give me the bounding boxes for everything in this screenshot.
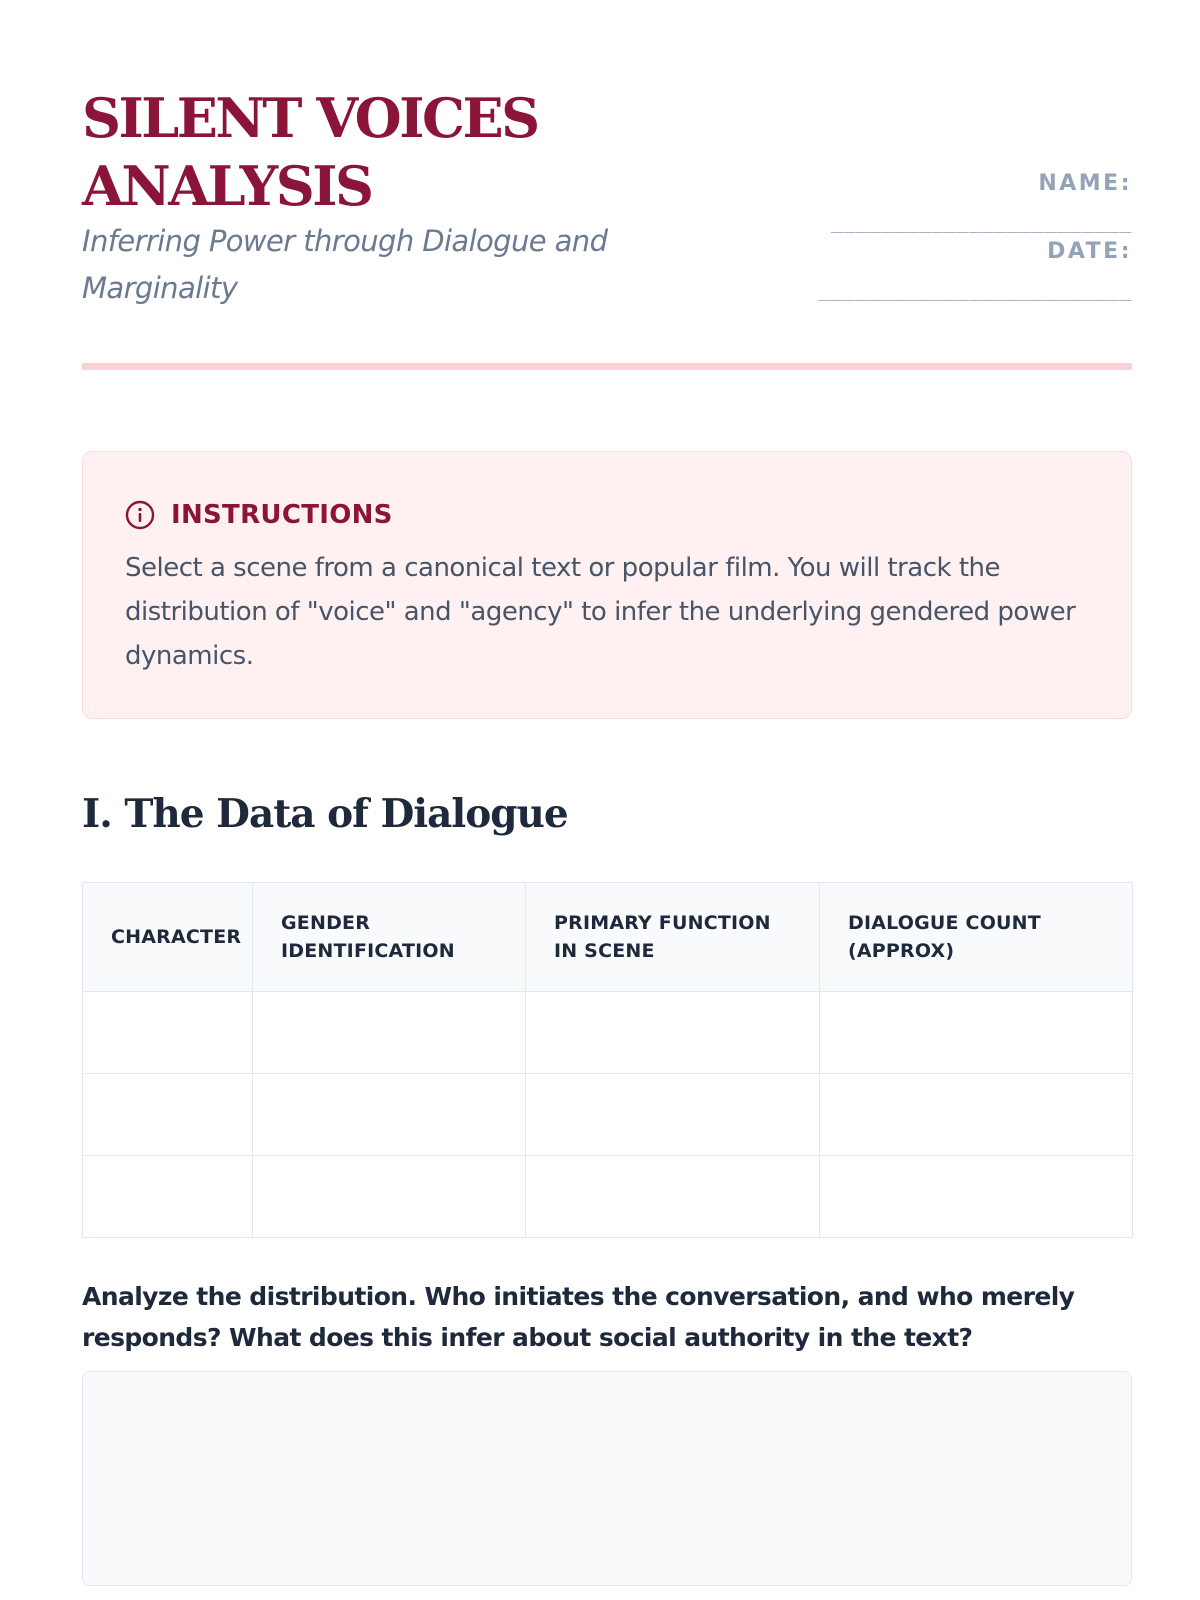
instructions-box — [82, 451, 1132, 719]
worksheet-title — [82, 84, 642, 220]
student-meta — [712, 170, 1132, 306]
table-cell[interactable] — [83, 992, 253, 1074]
subtitle-line-2: Marginality — [82, 271, 238, 305]
table-cell[interactable] — [83, 1074, 253, 1156]
info-icon — [125, 500, 155, 530]
column-header-character: CHARACTER — [83, 883, 253, 992]
table-row — [83, 1074, 1133, 1156]
dialogue-table — [82, 882, 1133, 1238]
header-divider — [82, 363, 1132, 370]
worksheet-page — [82, 0, 1132, 1352]
table-row — [83, 1156, 1133, 1238]
table-cell[interactable] — [253, 992, 526, 1074]
instructions-text: Select a scene from a canonical text or popular film. You will track the distribution of "voice" and "agency" to infer the underlying gendered power dynamics. — [125, 553, 1076, 671]
worksheet-subtitle — [82, 218, 642, 312]
table-cell[interactable] — [83, 1156, 253, 1238]
subtitle-line-1: Inferring Power through Dialogue and — [82, 224, 608, 258]
table-cell[interactable] — [820, 1074, 1133, 1156]
table-cell[interactable] — [820, 992, 1133, 1074]
column-header-dialogue-count: DIALOGUE COUNT (APPROX) — [820, 883, 1133, 992]
table-cell[interactable] — [820, 1156, 1133, 1238]
column-header-gender: GENDER IDENTIFICATION — [253, 883, 526, 992]
column-header-function: PRIMARY FUNCTION IN SCENE — [526, 883, 820, 992]
section-title: I. The Data of Dialogue — [82, 791, 568, 837]
title-line-2: ANALYSIS — [82, 154, 372, 218]
answer-box[interactable] — [82, 1371, 1132, 1586]
table-cell[interactable] — [526, 1074, 820, 1156]
table-row — [83, 992, 1133, 1074]
name-field[interactable]: ________________________ — [831, 209, 1132, 233]
analysis-question: Analyze the distribution. Who initiates the conversation, and who merely responds? What does this infer about social authority in the text? — [82, 1282, 1075, 1352]
table-header-row — [83, 883, 1133, 992]
name-label: NAME: — [1038, 171, 1132, 196]
date-label: DATE: — [1047, 239, 1132, 264]
table-cell[interactable] — [253, 1156, 526, 1238]
worksheet-header — [82, 0, 1132, 372]
title-line-1: SILENT VOICES — [82, 86, 538, 150]
date-field[interactable]: _________________________ — [818, 277, 1132, 301]
table-cell[interactable] — [526, 1156, 820, 1238]
table-cell[interactable] — [253, 1074, 526, 1156]
table-cell[interactable] — [526, 992, 820, 1074]
instructions-title: INSTRUCTIONS — [171, 500, 393, 530]
instructions-heading — [125, 498, 1091, 532]
